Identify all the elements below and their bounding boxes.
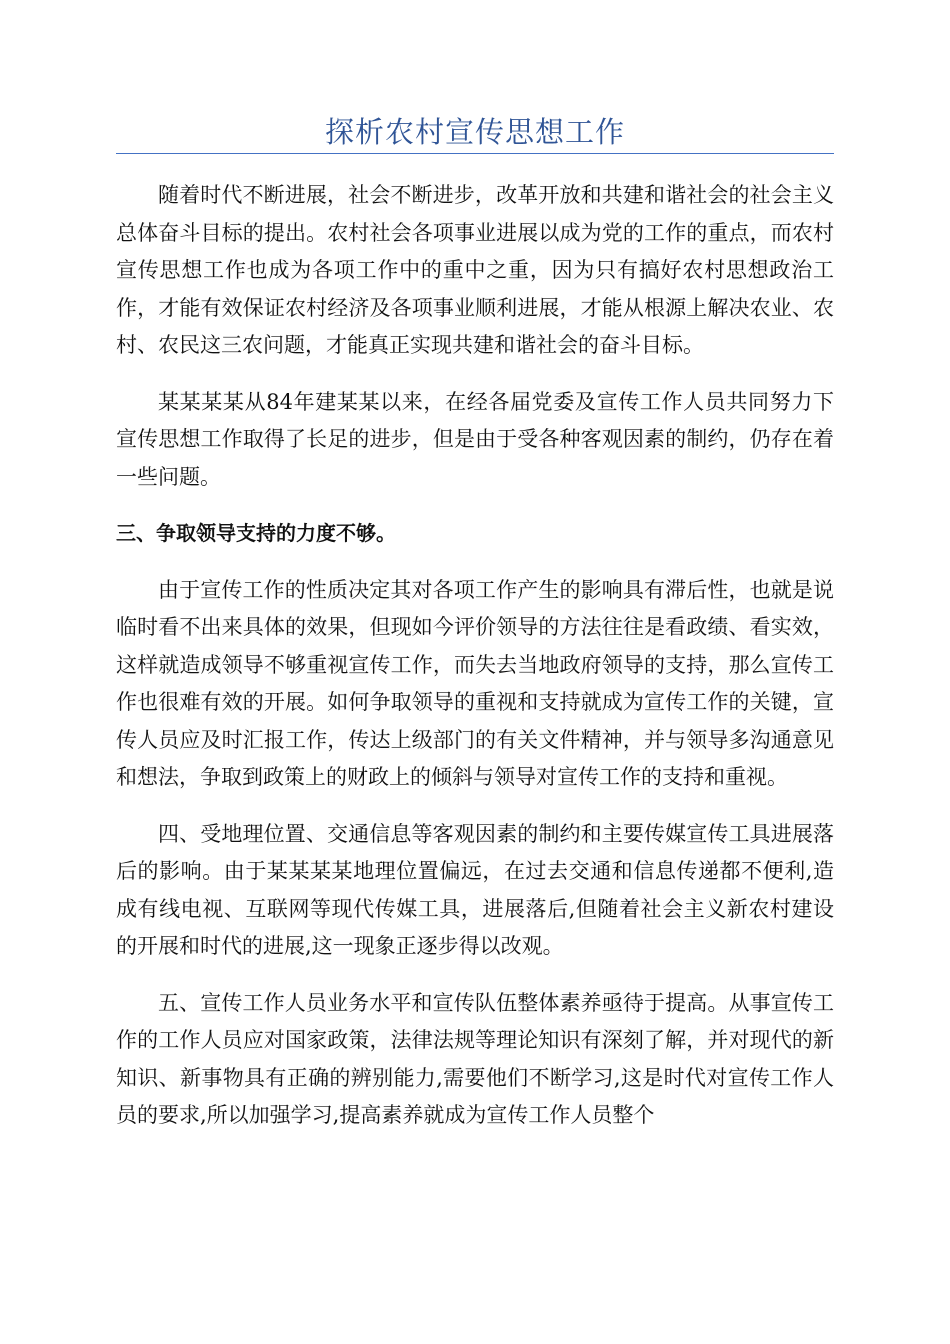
paragraph-background: 某某某某从84年建某某以来，在经各届党委及宣传工作人员共同努力下宣传思想工作取得了长足的进步，但是由于受各种客观因素的制约，仍存在着一些问题。 [116, 389, 834, 489]
title-underline [116, 153, 834, 154]
paragraph-leadership-support: 由于宣传工作的性质决定其对各项工作产生的影响具有滞后性，也就是说临时看不出来具体的效果，但现如今评价领导的方法往往是看政绩、看实效，这样就造成领导不够重视宣传工作，而失去当地政府领导的支持，那么宣传工作也很难有效的开展。如何争取领导的重视和支持就成为宣传工作的关键，宣传人员应及时汇报工作，传达上级部门的有关文件精神，并与领导多沟通意见和想法，争取到政策上的财政上的倾斜与领导对宣传工作的支持和重视。 [116, 577, 834, 789]
paragraph-section-four: 四、受地理位置、交通信息等客观因素的制约和主要传媒宣传工具进展落后的影响。由于某某某某地理位置偏远，在过去交通和信息传递都不便利,造成有线电视、互联网等现代传媒工具，进展落后,但随着社会主义新农村建设的开展和时代的进展,这一现象正逐步得以改观。 [116, 821, 834, 958]
paragraph-section-five: 五、宣传工作人员业务水平和宣传队伍整体素养亟待于提高。从事宣传工作的工作人员应对国家政策，法律法规等理论知识有深刻了解，并对现代的新知识、新事物具有正确的辨别能力,需要他们不断学习,这是时代对宣传工作人员的要求,所以加强学习,提高素养就成为宣传工作人员整个 [116, 990, 834, 1127]
document-body [116, 177, 834, 1154]
paragraph-intro: 随着时代不断进展，社会不断进步，改革开放和共建和谐社会的社会主义总体奋斗目标的提出。农村社会各项事业进展以成为党的工作的重点，而农村宣传思想工作也成为各项工作中的重中之重，因为只有搞好农村思想政治工作，才能有效保证农村经济及各项事业顺利进展，才能从根源上解决农业、农村、农民这三农问题，才能真正实现共建和谐社会的奋斗目标。 [116, 183, 834, 357]
page-title: 探析农村宣传思想工作 [324, 115, 625, 149]
section-heading-three: 三、争取领导支持的力度不够。 [116, 521, 396, 545]
